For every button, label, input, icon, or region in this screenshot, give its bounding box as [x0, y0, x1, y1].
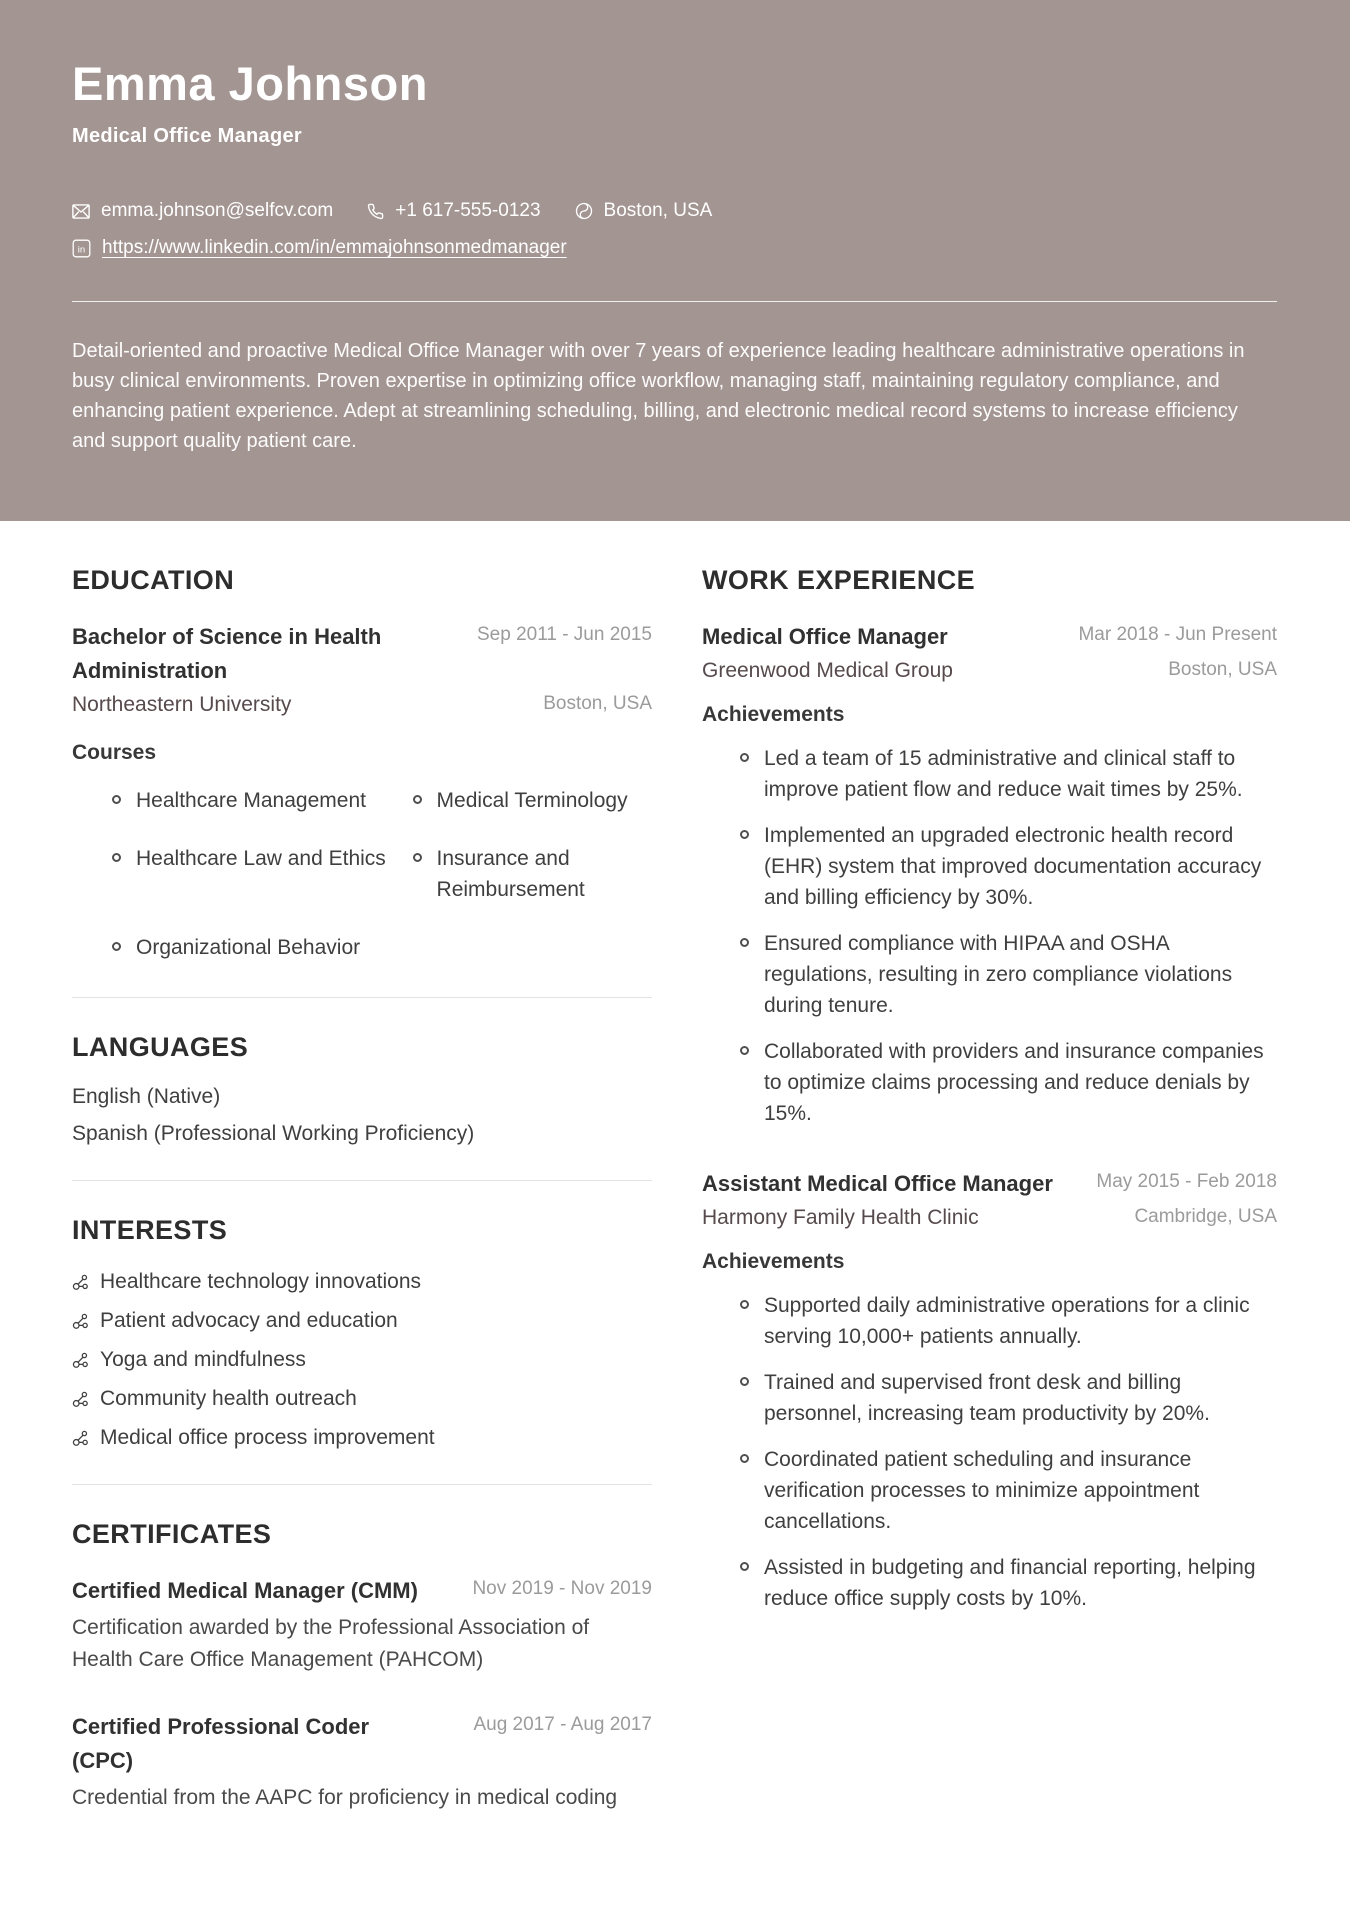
job-location: Boston, USA	[1168, 659, 1277, 680]
share-nodes-icon	[72, 1430, 89, 1447]
achievement-item: Assisted in budgeting and financial reporting, helping reduce office supply costs by 10%.	[740, 1552, 1277, 1614]
share-nodes-icon	[72, 1313, 89, 1330]
circle-bullet-icon	[413, 853, 422, 862]
certificate-description: Credential from the AAPC for proficiency in medical coding	[72, 1786, 618, 1809]
contact-linkedin	[72, 237, 567, 259]
circle-bullet-icon	[740, 1454, 749, 1463]
company-name: Greenwood Medical Group	[702, 659, 953, 682]
achievement-item: Supported daily administrative operations for a clinic serving 10,000+ patients annually.	[740, 1290, 1277, 1352]
interest-item: Patient advocacy and education	[72, 1309, 652, 1333]
contact-phone	[367, 200, 540, 222]
certificate-dates: Nov 2019 - Nov 2019	[472, 1578, 652, 1599]
person-job-title: Medical Office Manager	[72, 125, 302, 147]
course-item: Organizational Behavior	[112, 932, 395, 963]
achievement-item: Coordinated patient scheduling and insurance verification processes to minimize appointment cancellations.	[740, 1444, 1277, 1537]
linkedin-icon	[72, 239, 91, 258]
achievement-item: Trained and supervised front desk and billing personnel, increasing team productivity by 20%.	[740, 1367, 1277, 1429]
work-experience-heading: WORK EXPERIENCE	[702, 565, 976, 595]
languages-heading: LANGUAGES	[72, 1032, 249, 1062]
job-location: Cambridge, USA	[1134, 1206, 1277, 1227]
courses-label: Courses	[72, 741, 157, 764]
circle-bullet-icon	[112, 795, 121, 804]
person-name: Emma Johnson	[72, 57, 428, 110]
circle-bullet-icon	[740, 938, 749, 947]
section-divider	[72, 1484, 652, 1485]
circle-bullet-icon	[413, 795, 422, 804]
certificates-heading: CERTIFICATES	[72, 1519, 272, 1549]
degree-title: Bachelor of Science in Health Administration	[72, 624, 382, 683]
right-column	[702, 565, 1277, 1814]
left-column	[72, 565, 652, 1814]
achievement-item: Ensured compliance with HIPAA and OSHA regulations, resulting in zero compliance violations during tenure.	[740, 928, 1277, 1021]
achievement-item: Led a team of 15 administrative and clinical staff to improve patient flow and reduce wait times by 25%.	[740, 743, 1277, 805]
education-dates: Sep 2011 - Jun 2015	[476, 624, 652, 645]
share-nodes-icon	[72, 1391, 89, 1408]
interest-item: Medical office process improvement	[72, 1426, 652, 1450]
contact-row-1	[72, 200, 1277, 222]
certificates-section	[72, 1519, 652, 1814]
education-location: Boston, USA	[543, 693, 652, 714]
education-heading: EDUCATION	[72, 565, 235, 595]
share-nodes-icon	[72, 1274, 89, 1291]
job-entry	[702, 1167, 1277, 1614]
interests-heading: INTERESTS	[72, 1215, 228, 1245]
location-text: Boston, USA	[603, 200, 713, 221]
share-nodes-icon	[72, 1352, 89, 1369]
section-divider	[72, 997, 652, 998]
circle-bullet-icon	[740, 1562, 749, 1571]
circle-bullet-icon	[740, 1377, 749, 1386]
interests-list	[72, 1270, 652, 1450]
course-item: Insurance and Reimbursement	[413, 843, 652, 905]
course-item: Healthcare Law and Ethics	[112, 843, 395, 905]
phone-text: +1 617-555-0123	[395, 200, 541, 221]
job-title: Medical Office Manager	[702, 624, 948, 649]
circle-bullet-icon	[740, 830, 749, 839]
certificate-item	[72, 1710, 652, 1814]
contact-email	[72, 200, 333, 222]
email-text: emma.johnson@selfcv.com	[101, 200, 334, 221]
globe-icon	[575, 202, 593, 220]
languages-list	[72, 1085, 652, 1146]
job-entry	[702, 620, 1277, 1129]
job-dates: May 2015 - Feb 2018	[1096, 1171, 1277, 1192]
education-section	[72, 565, 652, 963]
contact-location	[575, 200, 713, 222]
circle-bullet-icon	[740, 753, 749, 762]
languages-section	[72, 1032, 652, 1146]
interest-item: Community health outreach	[72, 1387, 652, 1411]
school-name: Northeastern University	[72, 693, 292, 716]
certificate-description: Certification awarded by the Professional Association of Health Care Office Management (PAHCOM)	[72, 1616, 590, 1671]
achievement-item: Implemented an upgraded electronic health record (EHR) system that improved documentation accuracy and billing efficiency by 30%.	[740, 820, 1277, 913]
interests-section	[72, 1215, 652, 1450]
certificate-dates: Aug 2017 - Aug 2017	[473, 1714, 652, 1735]
interest-item: Healthcare technology innovations	[72, 1270, 652, 1294]
resume-body	[0, 521, 1350, 1814]
contact-block	[72, 200, 1277, 259]
language-item: Spanish (Professional Working Proficiency)	[72, 1122, 475, 1145]
circle-bullet-icon	[740, 1300, 749, 1309]
header	[0, 0, 1350, 521]
certificate-title: Certified Medical Manager (CMM)	[72, 1578, 418, 1603]
interest-item: Yoga and mindfulness	[72, 1348, 652, 1372]
achievement-item: Collaborated with providers and insurance companies to optimize claims processing and reduce denials by 15%.	[740, 1036, 1277, 1129]
header-divider	[72, 301, 1277, 302]
work-experience-section	[702, 565, 1277, 1614]
profile-summary: Detail-oriented and proactive Medical Office Manager with over 7 years of experience leading healthcare administrative operations in busy clinical environments. Proven expertise in optimizing office workflow, managing staff, maintaining regulatory compliance, and enhancing patient experience. Adept at streamlining scheduling, billing, and electronic medical record systems to increase efficiency and support quality patient care.	[72, 340, 1245, 452]
certificate-item	[72, 1574, 652, 1676]
circle-bullet-icon	[112, 942, 121, 951]
course-item: Healthcare Management	[112, 785, 395, 816]
envelope-icon	[72, 204, 90, 219]
company-name: Harmony Family Health Clinic	[702, 1206, 979, 1229]
language-item: English (Native)	[72, 1085, 221, 1108]
linkedin-link[interactable]: https://www.linkedin.com/in/emmajohnsonmedmanager	[102, 237, 567, 258]
certificate-title: Certified Professional Coder (CPC)	[72, 1714, 370, 1773]
achievements-list	[702, 743, 1277, 1129]
job-dates: Mar 2018 - Jun Present	[1078, 624, 1277, 645]
courses-list	[72, 785, 652, 963]
circle-bullet-icon	[740, 1046, 749, 1055]
achievements-list	[702, 1290, 1277, 1614]
job-title: Assistant Medical Office Manager	[702, 1171, 1053, 1196]
achievements-label: Achievements	[702, 1250, 845, 1273]
svg-text:in: in	[77, 243, 86, 255]
contact-row-2	[72, 237, 1277, 259]
section-divider	[72, 1180, 652, 1181]
course-item: Medical Terminology	[413, 785, 652, 816]
circle-bullet-icon	[112, 853, 121, 862]
phone-icon	[367, 203, 384, 220]
achievements-label: Achievements	[702, 703, 845, 726]
